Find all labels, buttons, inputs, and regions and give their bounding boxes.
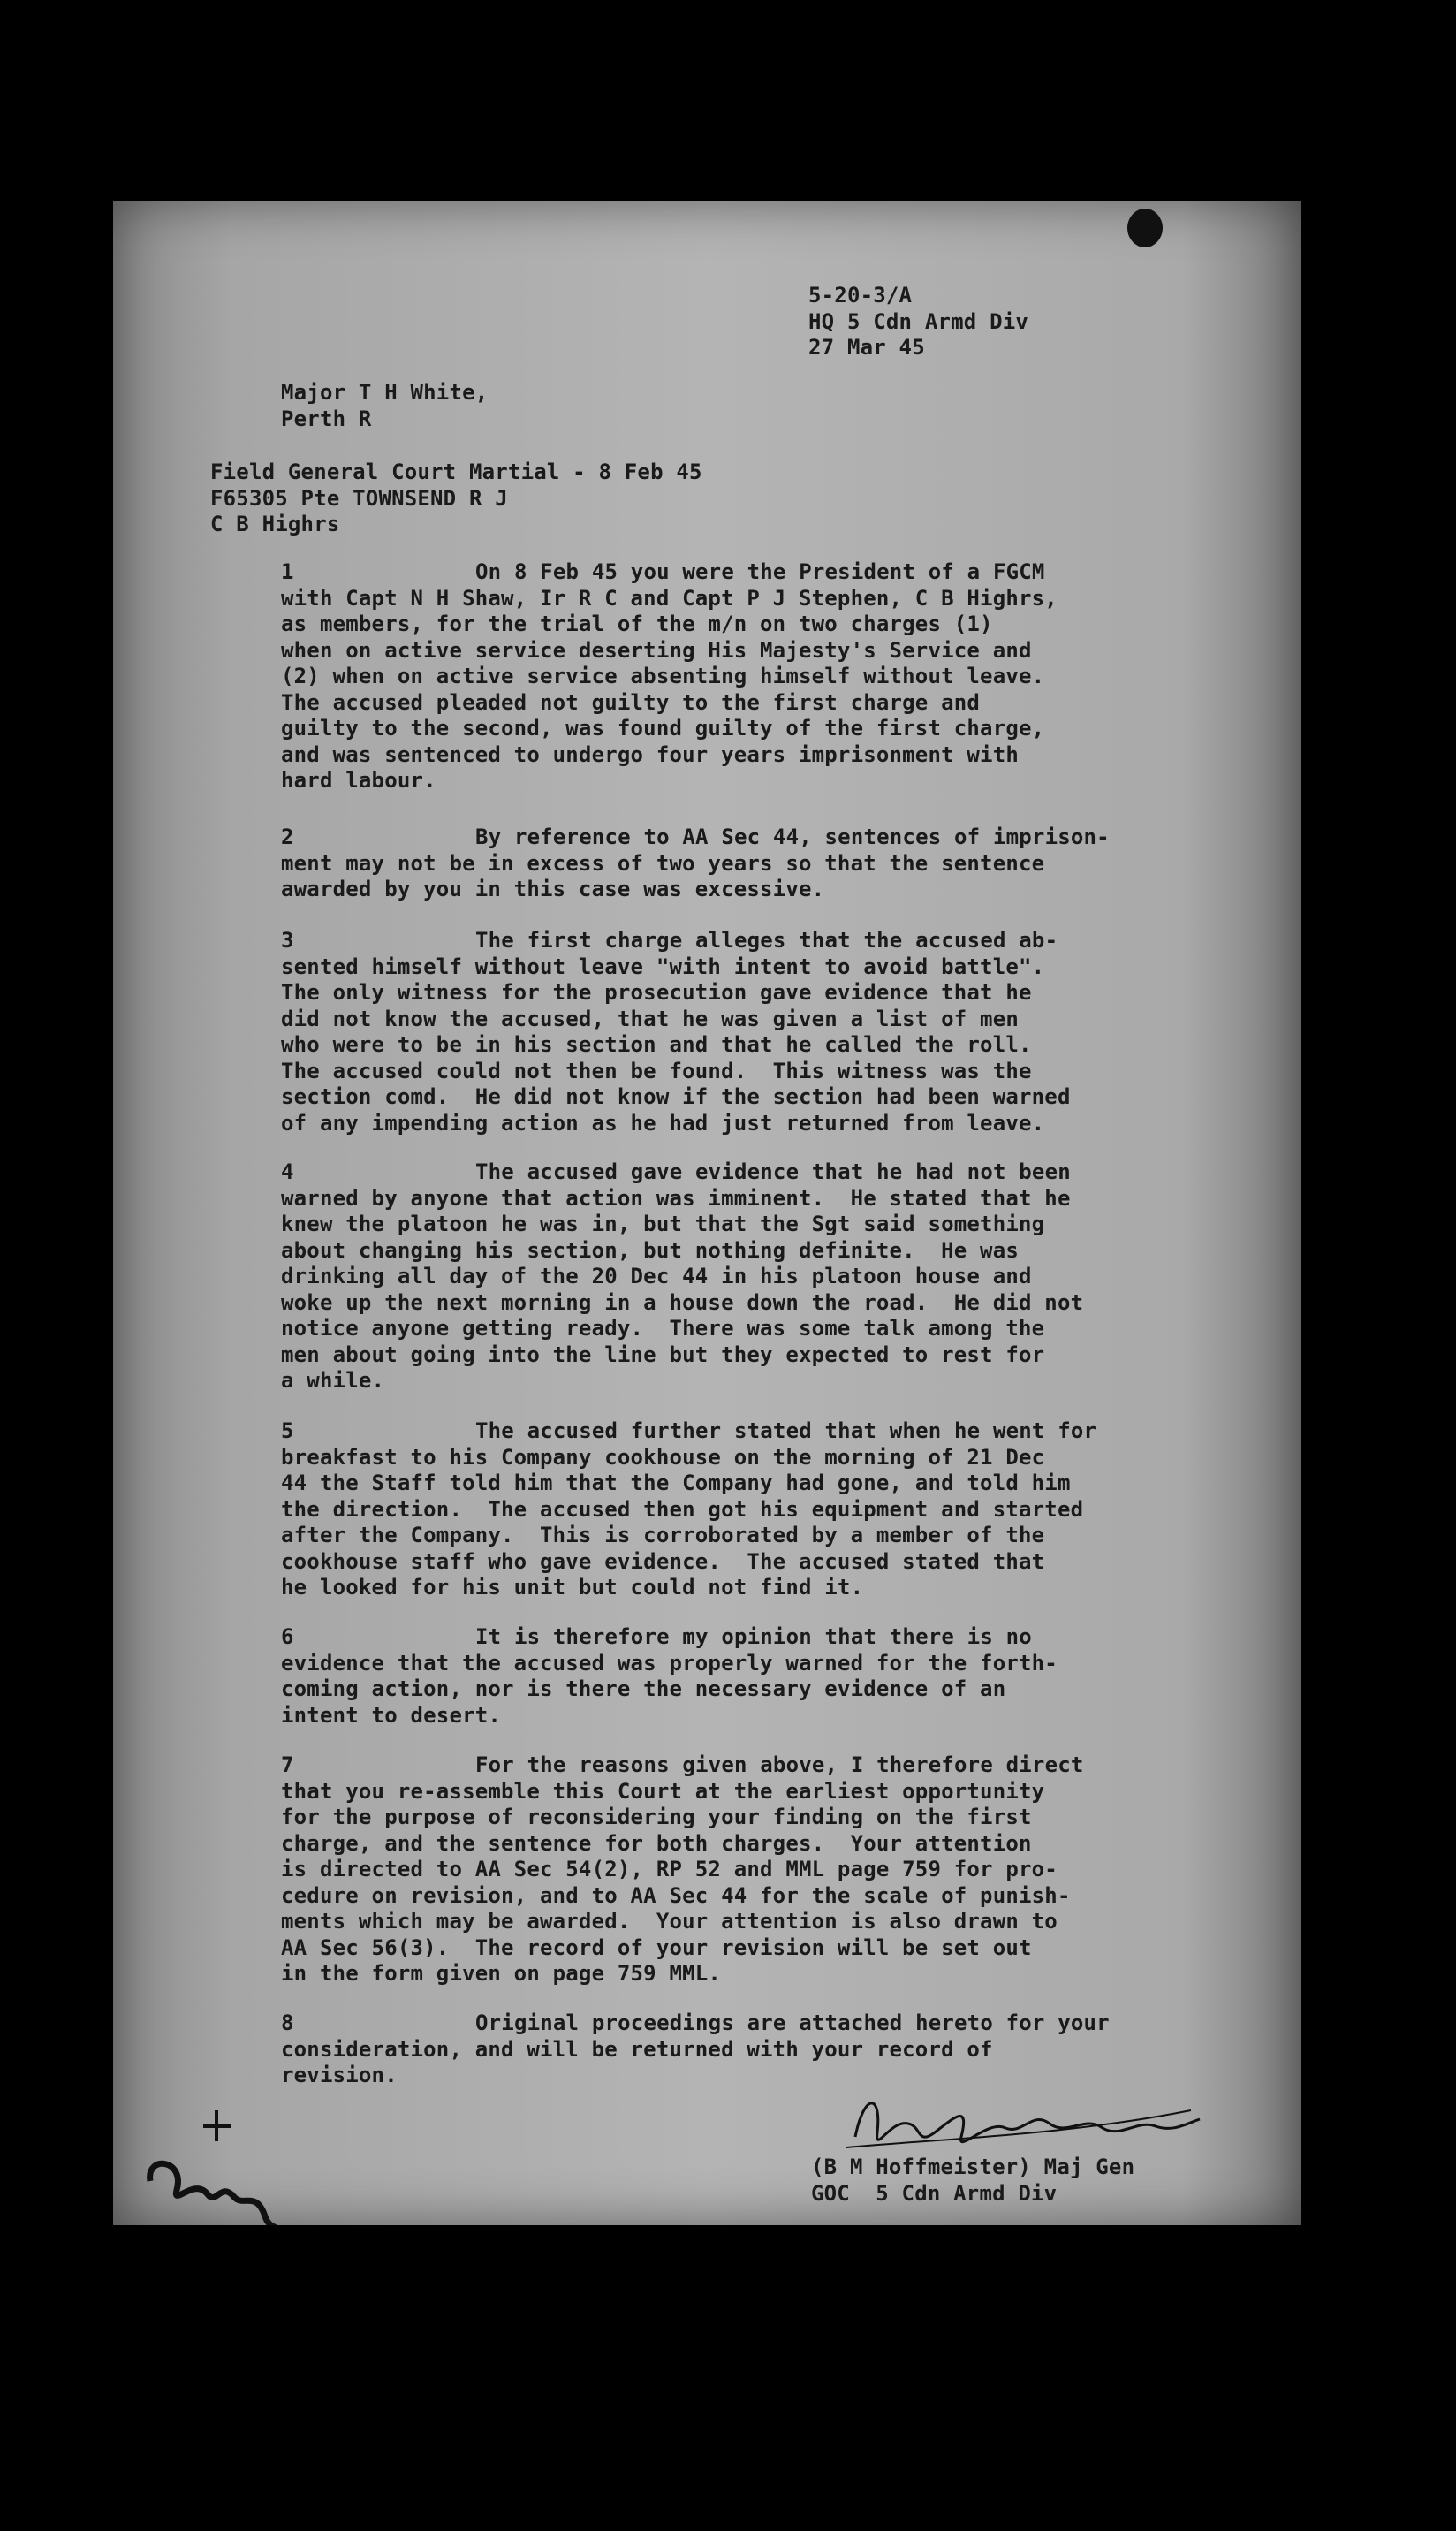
paragraph-first-line: On 8 Feb 45 you were the President of a FGCM bbox=[475, 559, 1045, 584]
subject-line-2: F65305 Pte TOWNSEND R J bbox=[210, 485, 508, 511]
paragraph-5 bbox=[281, 1418, 1097, 1600]
reference-block bbox=[808, 283, 1028, 361]
paragraph-3 bbox=[281, 928, 1071, 1136]
paragraph-body: warned by anyone that action was imminent. He stated that he knew the platoon he was in, but that the Sgt said something about changing his section, but nothing definite. He was drinking all day of the 20 Dec 44 in his platoon house and woke up the next morning in a house down the road. He did not notice anyone getting ready. There was some talk among the men about going into the line but they expected to rest for a while. bbox=[281, 1185, 1084, 1393]
signatory-name: (B M Hoffmeister) Maj Gen bbox=[811, 2155, 1135, 2179]
paragraph-first-line: The first charge alleges that the accused ab- bbox=[475, 928, 1058, 953]
paragraph-number: 3 bbox=[281, 928, 294, 953]
ink-blot bbox=[1127, 209, 1163, 247]
paragraph-first-line: The accused further stated that when he went for bbox=[475, 1418, 1097, 1443]
paragraph-body: that you re-assemble this Court at the earliest opportunity for the purpose of reconsidering your finding on the first charge, and the sentence for both charges. Your attention is directed to AA Sec 54(2), RP 52 and MML page 759 for pro- cedure on revision, and to AA Sec 44 for the scale of punish- ments which may be awarded. Your attention is also drawn to AA Sec 56(3). The record of your revision will be set out in the form given on page 759 MML. bbox=[281, 1778, 1071, 1986]
letter-date: 27 Mar 45 bbox=[808, 335, 925, 360]
signatory-title: GOC 5 Cdn Armd Div bbox=[811, 2180, 1058, 2206]
paragraph-number: 1 bbox=[281, 559, 294, 584]
paragraph-number: 8 bbox=[281, 2010, 294, 2035]
paragraph-body: evidence that the accused was properly warned for the forth- coming action, nor is there the necessary evidence of an intent to desert. bbox=[281, 1650, 1058, 1728]
paragraph-body: with Capt N H Shaw, Ir R C and Capt P J Stephen, C B Highrs, as members, for the trial of the m/n on two charges (1) when on active service deserting His Majesty's Service and (2) when on active service absenting himself without leave. The accused pleaded not guilty to the first charge and guilty to the second, was found guilty of the first charge, and was sentenced to undergo four years imprisonment with hard labour. bbox=[281, 585, 1058, 793]
addressee-name: Major T H White, bbox=[281, 380, 489, 405]
paragraph-first-line: For the reasons given above, I therefore direct bbox=[475, 1752, 1084, 1777]
document-page bbox=[113, 201, 1301, 2225]
subject-line-3: C B Highrs bbox=[210, 512, 340, 536]
paragraph-body: sented himself without leave "with intent to avoid battle". The only witness for the prosecution gave evidence that he did not know the accused, that he was given a list of men who were to be in his section and that he called the roll. The accused could not then be found. This witness was the section comd. He did not know if the section had been warned of any impending action as he had just returned from leave. bbox=[281, 954, 1071, 1136]
paragraph-1 bbox=[281, 559, 1058, 793]
subject-block bbox=[210, 460, 702, 538]
signature-block bbox=[811, 2155, 1134, 2207]
paragraph-4 bbox=[281, 1159, 1084, 1393]
paragraph-body: consideration, and will be returned with your record of revision. bbox=[281, 2036, 993, 2087]
paragraph-number: 4 bbox=[281, 1159, 294, 1184]
paragraph-6 bbox=[281, 1624, 1058, 1755]
paragraph-first-line: The accused gave evidence that he had not been bbox=[475, 1159, 1071, 1184]
addressee-block bbox=[281, 380, 488, 432]
paragraph-body: ment may not be in excess of two years so that the sentence awarded by you in this case was excessive. bbox=[281, 850, 1045, 901]
paragraph-number: 7 bbox=[281, 1752, 294, 1777]
addressee-unit: Perth R bbox=[281, 406, 372, 431]
subject-line-1: Field General Court Martial - 8 Feb 45 bbox=[210, 460, 702, 484]
paragraph-first-line: It is therefore my opinion that there is no bbox=[475, 1624, 1032, 1649]
paragraph-first-line: Original proceedings are attached hereto for your bbox=[475, 2010, 1110, 2035]
file-reference: 5-20-3/A bbox=[808, 283, 913, 308]
paragraph-number: 6 bbox=[281, 1624, 294, 1649]
paragraph-7 bbox=[281, 1752, 1084, 1986]
headquarters: HQ 5 Cdn Armd Div bbox=[808, 308, 1029, 334]
margin-initials bbox=[133, 2093, 292, 2225]
paragraph-number: 5 bbox=[281, 1418, 294, 1443]
paragraph-number: 2 bbox=[281, 825, 294, 849]
paragraph-body: breakfast to his Company cookhouse on the morning of 21 Dec 44 the Staff told him that the Company had gone, and told him the direction. The accused then got his equipment and started after the Company. This is corroborated by a member of the cookhouse staff who gave evidence. The accused stated that he looked for his unit but could not find it. bbox=[281, 1444, 1084, 1600]
paragraph-first-line: By reference to AA Sec 44, sentences of imprison- bbox=[475, 825, 1110, 849]
